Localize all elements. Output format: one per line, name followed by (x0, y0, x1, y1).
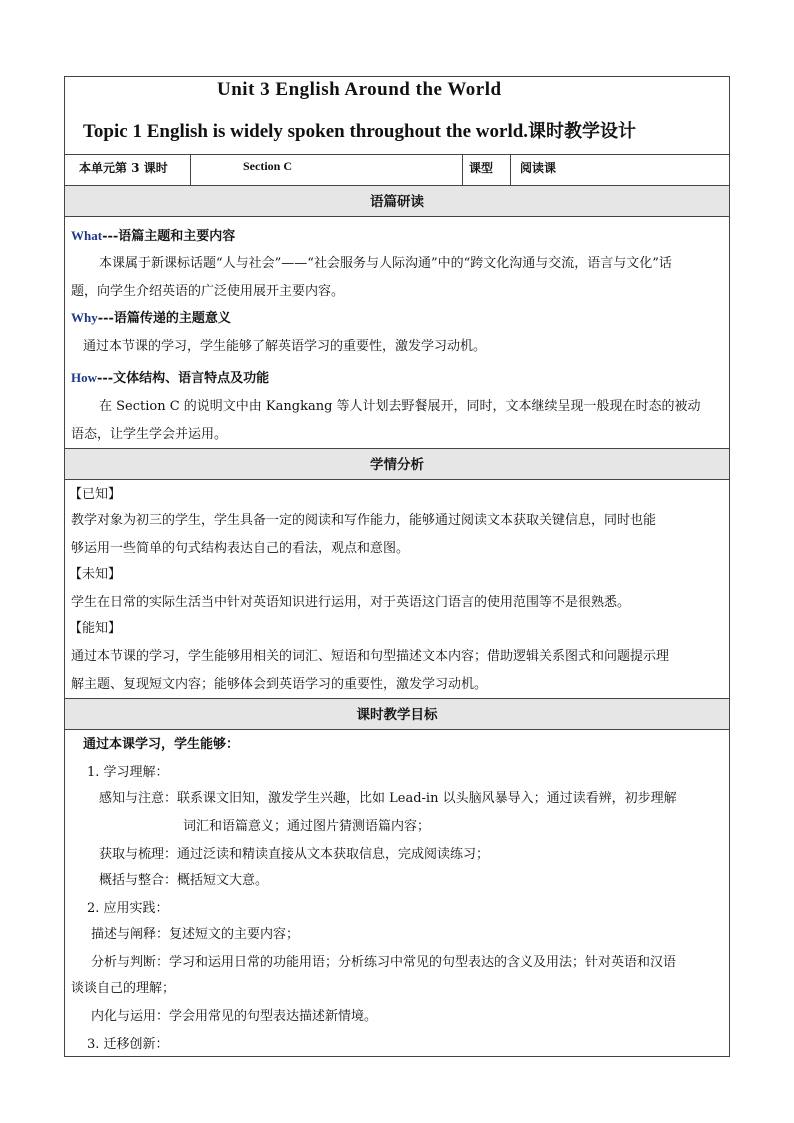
section-value: Section C (243, 159, 292, 173)
divider (462, 154, 463, 185)
how-heading (71, 367, 269, 386)
divider (65, 216, 729, 217)
lesson-plan-table (64, 76, 730, 1057)
able-paragraph-line: 解主题、复现短文内容；能够体会到英语学习的重要性，激发学习动机。 (71, 677, 488, 692)
topic-title-en: Topic 1 English is widely spoken throughout the world. (83, 121, 529, 142)
section-title-goals: 课时教学目标 (356, 707, 438, 723)
why-paragraph-line: 通过本节课的学习，学生能够了解英语学习的重要性，激发学习动机。 (83, 339, 487, 354)
goal-internalize-line: 内化与运用：学会用常见的句型表达描述新情境。 (91, 1009, 378, 1024)
what-paragraph-line: 本课属于新课标话题“人与社会”——“社会服务与人际沟通”中的“跨文化沟通与交流，语言与文化”话 (99, 256, 672, 271)
how-heading-text: ---文体结构、语言特点及功能 (97, 371, 270, 386)
section-title-analysis: 学情分析 (370, 457, 424, 473)
divider (65, 154, 729, 155)
known-paragraph-line: 教学对象为初三的学生，学生具备一定的阅读和写作能力，能够通过阅读文本获取关键信息，同时也能 (71, 513, 657, 528)
goal-obtain-line: 获取与梳理：通过泛读和精读直接从文本获取信息，完成阅读练习； (99, 847, 490, 862)
how-paragraph-line: 语态，让学生学会并运用。 (71, 427, 228, 442)
section-title-reading: 语篇研读 (370, 194, 424, 210)
known-label: 【已知】 (69, 487, 122, 502)
goal-item-heading: 3. 迁移创新： (87, 1037, 169, 1052)
divider (65, 479, 729, 480)
divider (65, 729, 729, 730)
goal-analyze-line: 分析与判断：学习和运用日常的功能用语；分析练习中常见的句型表达的含义及用法；针对英语和汉语 (91, 955, 677, 970)
what-heading-text: ---语篇主题和主要内容 (102, 229, 236, 244)
goal-analyze-line: 谈谈自己的理解； (71, 981, 176, 996)
goal-item-heading: 2. 应用实践： (87, 901, 169, 916)
why-label: Why (71, 310, 98, 325)
able-paragraph-line: 通过本节课的学习，学生能够用相关的词汇、短语和句型描述文本内容；借助逻辑关系图式和问题提示理 (71, 649, 670, 664)
lesson-type-value: 阅读课 (520, 161, 557, 175)
divider (190, 154, 191, 185)
goal-perceive-line: 词汇和语篇意义；通过图片猜测语篇内容； (183, 819, 431, 834)
how-paragraph-line: 在 Section C 的说明文中由 Kangkang 等人计划去野餐展开，同时，文本继续呈现一般现在时态的被动 (99, 399, 701, 414)
topic-title-cn: 课时教学设计 (528, 121, 637, 142)
able-label: 【能知】 (69, 621, 122, 636)
divider (510, 154, 511, 185)
goal-describe-line: 描述与阐释：复述短文的主要内容； (91, 927, 300, 942)
goal-item-heading: 1. 学习理解： (87, 765, 169, 780)
what-label: What (71, 228, 103, 243)
divider (65, 698, 729, 699)
unit-title: Unit 3 English Around the World (217, 79, 502, 100)
why-heading-text: ---语篇传递的主题意义 (97, 311, 231, 326)
how-label: How (71, 370, 97, 385)
lesson-type-label: 课型 (469, 161, 494, 175)
goal-perceive-line: 感知与注意：联系课文旧知，激发学生兴趣，比如 Lead-in 以头脑风暴导入；通过读看辨，初步理解 (99, 791, 677, 806)
unknown-paragraph-line: 学生在日常的实际生活当中针对英语知识进行运用，对于英语这门语言的使用范围等不是很熟悉。 (71, 595, 631, 610)
lesson-number-label: 本单元第 3 课时 (79, 161, 168, 175)
unknown-label: 【未知】 (69, 567, 122, 582)
goals-intro: 通过本课学习，学生能够： (83, 737, 240, 752)
goal-summarize-line: 概括与整合：概括短文大意。 (99, 873, 269, 888)
topic-title (83, 117, 636, 143)
what-heading (71, 225, 235, 244)
divider (65, 448, 729, 449)
what-paragraph-line: 题，向学生介绍英语的广泛使用展开主要内容。 (71, 284, 345, 299)
known-paragraph-line: 够运用一些简单的句式结构表达自己的看法，观点和意图。 (71, 541, 410, 556)
why-heading (71, 307, 231, 326)
divider (65, 185, 729, 186)
